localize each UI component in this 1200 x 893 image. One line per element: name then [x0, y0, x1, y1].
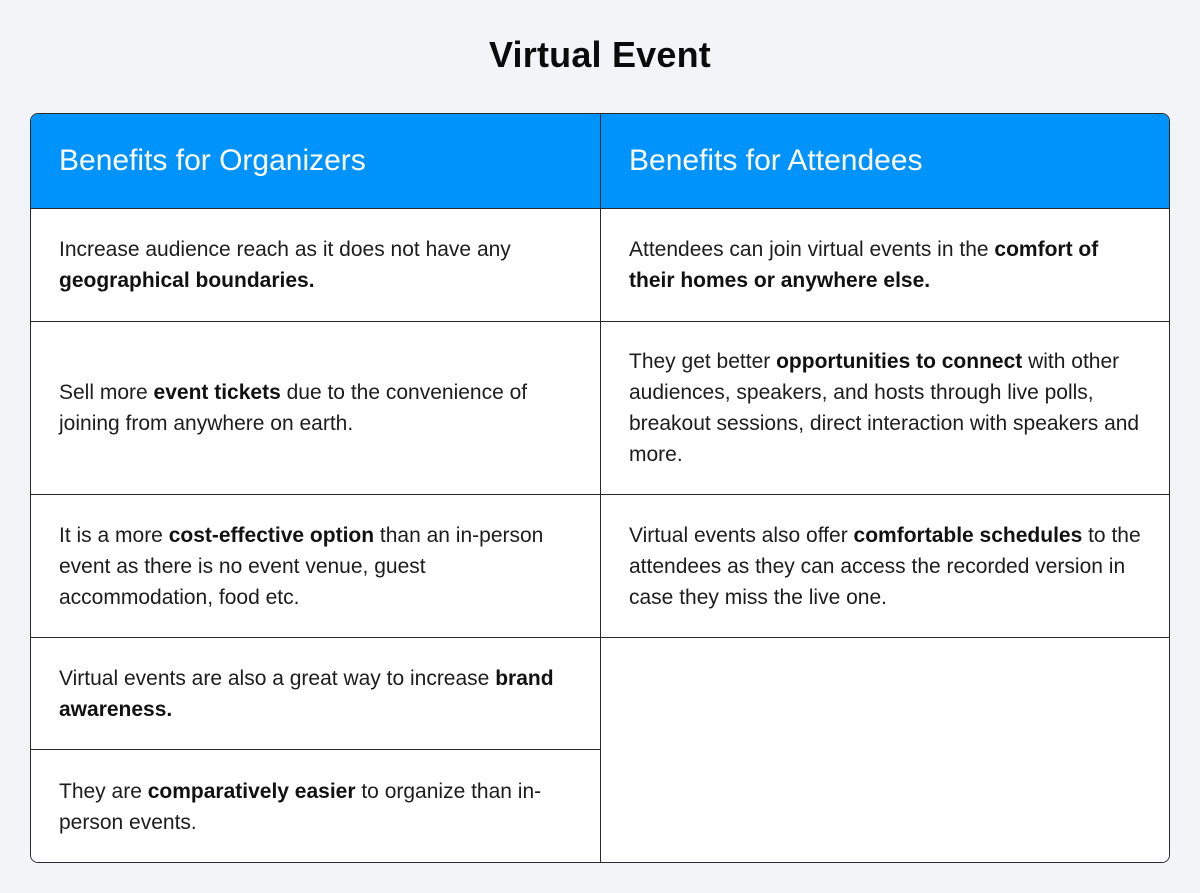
row-divider [31, 494, 1170, 495]
header-organizers-label: Benefits for Organizers [59, 144, 366, 177]
row-divider [31, 637, 1170, 638]
header-attendees-label: Benefits for Attendees [629, 144, 923, 177]
benefits-table [30, 113, 1170, 863]
organizer-cell-1: Increase audience reach as it does not have any geographical boundaries. [31, 209, 600, 321]
organizer-cell-4: Virtual events are also a great way to increase brand awareness. [31, 638, 600, 749]
page-title: Virtual Event [488, 34, 711, 75]
organizer-cell-2: Sell more event tickets due to the convenience of joining from anywhere on earth. [31, 322, 600, 494]
row-divider [31, 321, 1170, 322]
attendee-cell-empty [601, 638, 1170, 863]
row-divider [31, 749, 600, 750]
attendee-cell-2: They get better opportunities to connect with other audiences, speakers, and hosts through live polls, breakout sessions, direct interaction with speakers and more. [601, 322, 1170, 494]
attendee-cell-3: Virtual events also offer comfortable schedules to the attendees as they can access the recorded version in case they miss the live one. [601, 495, 1170, 637]
organizer-cell-3: It is a more cost-effective option than an in-person event as there is no event venue, guest accommodation, food etc. [31, 495, 600, 637]
column-divider [600, 114, 601, 863]
header-attendees [601, 114, 1170, 208]
header-organizers [31, 114, 600, 208]
organizer-cell-5: They are comparatively easier to organize than in-person events. [31, 750, 600, 863]
row-divider [31, 208, 1170, 209]
attendee-cell-1: Attendees can join virtual events in the comfort of their homes or anywhere else. [601, 209, 1170, 321]
